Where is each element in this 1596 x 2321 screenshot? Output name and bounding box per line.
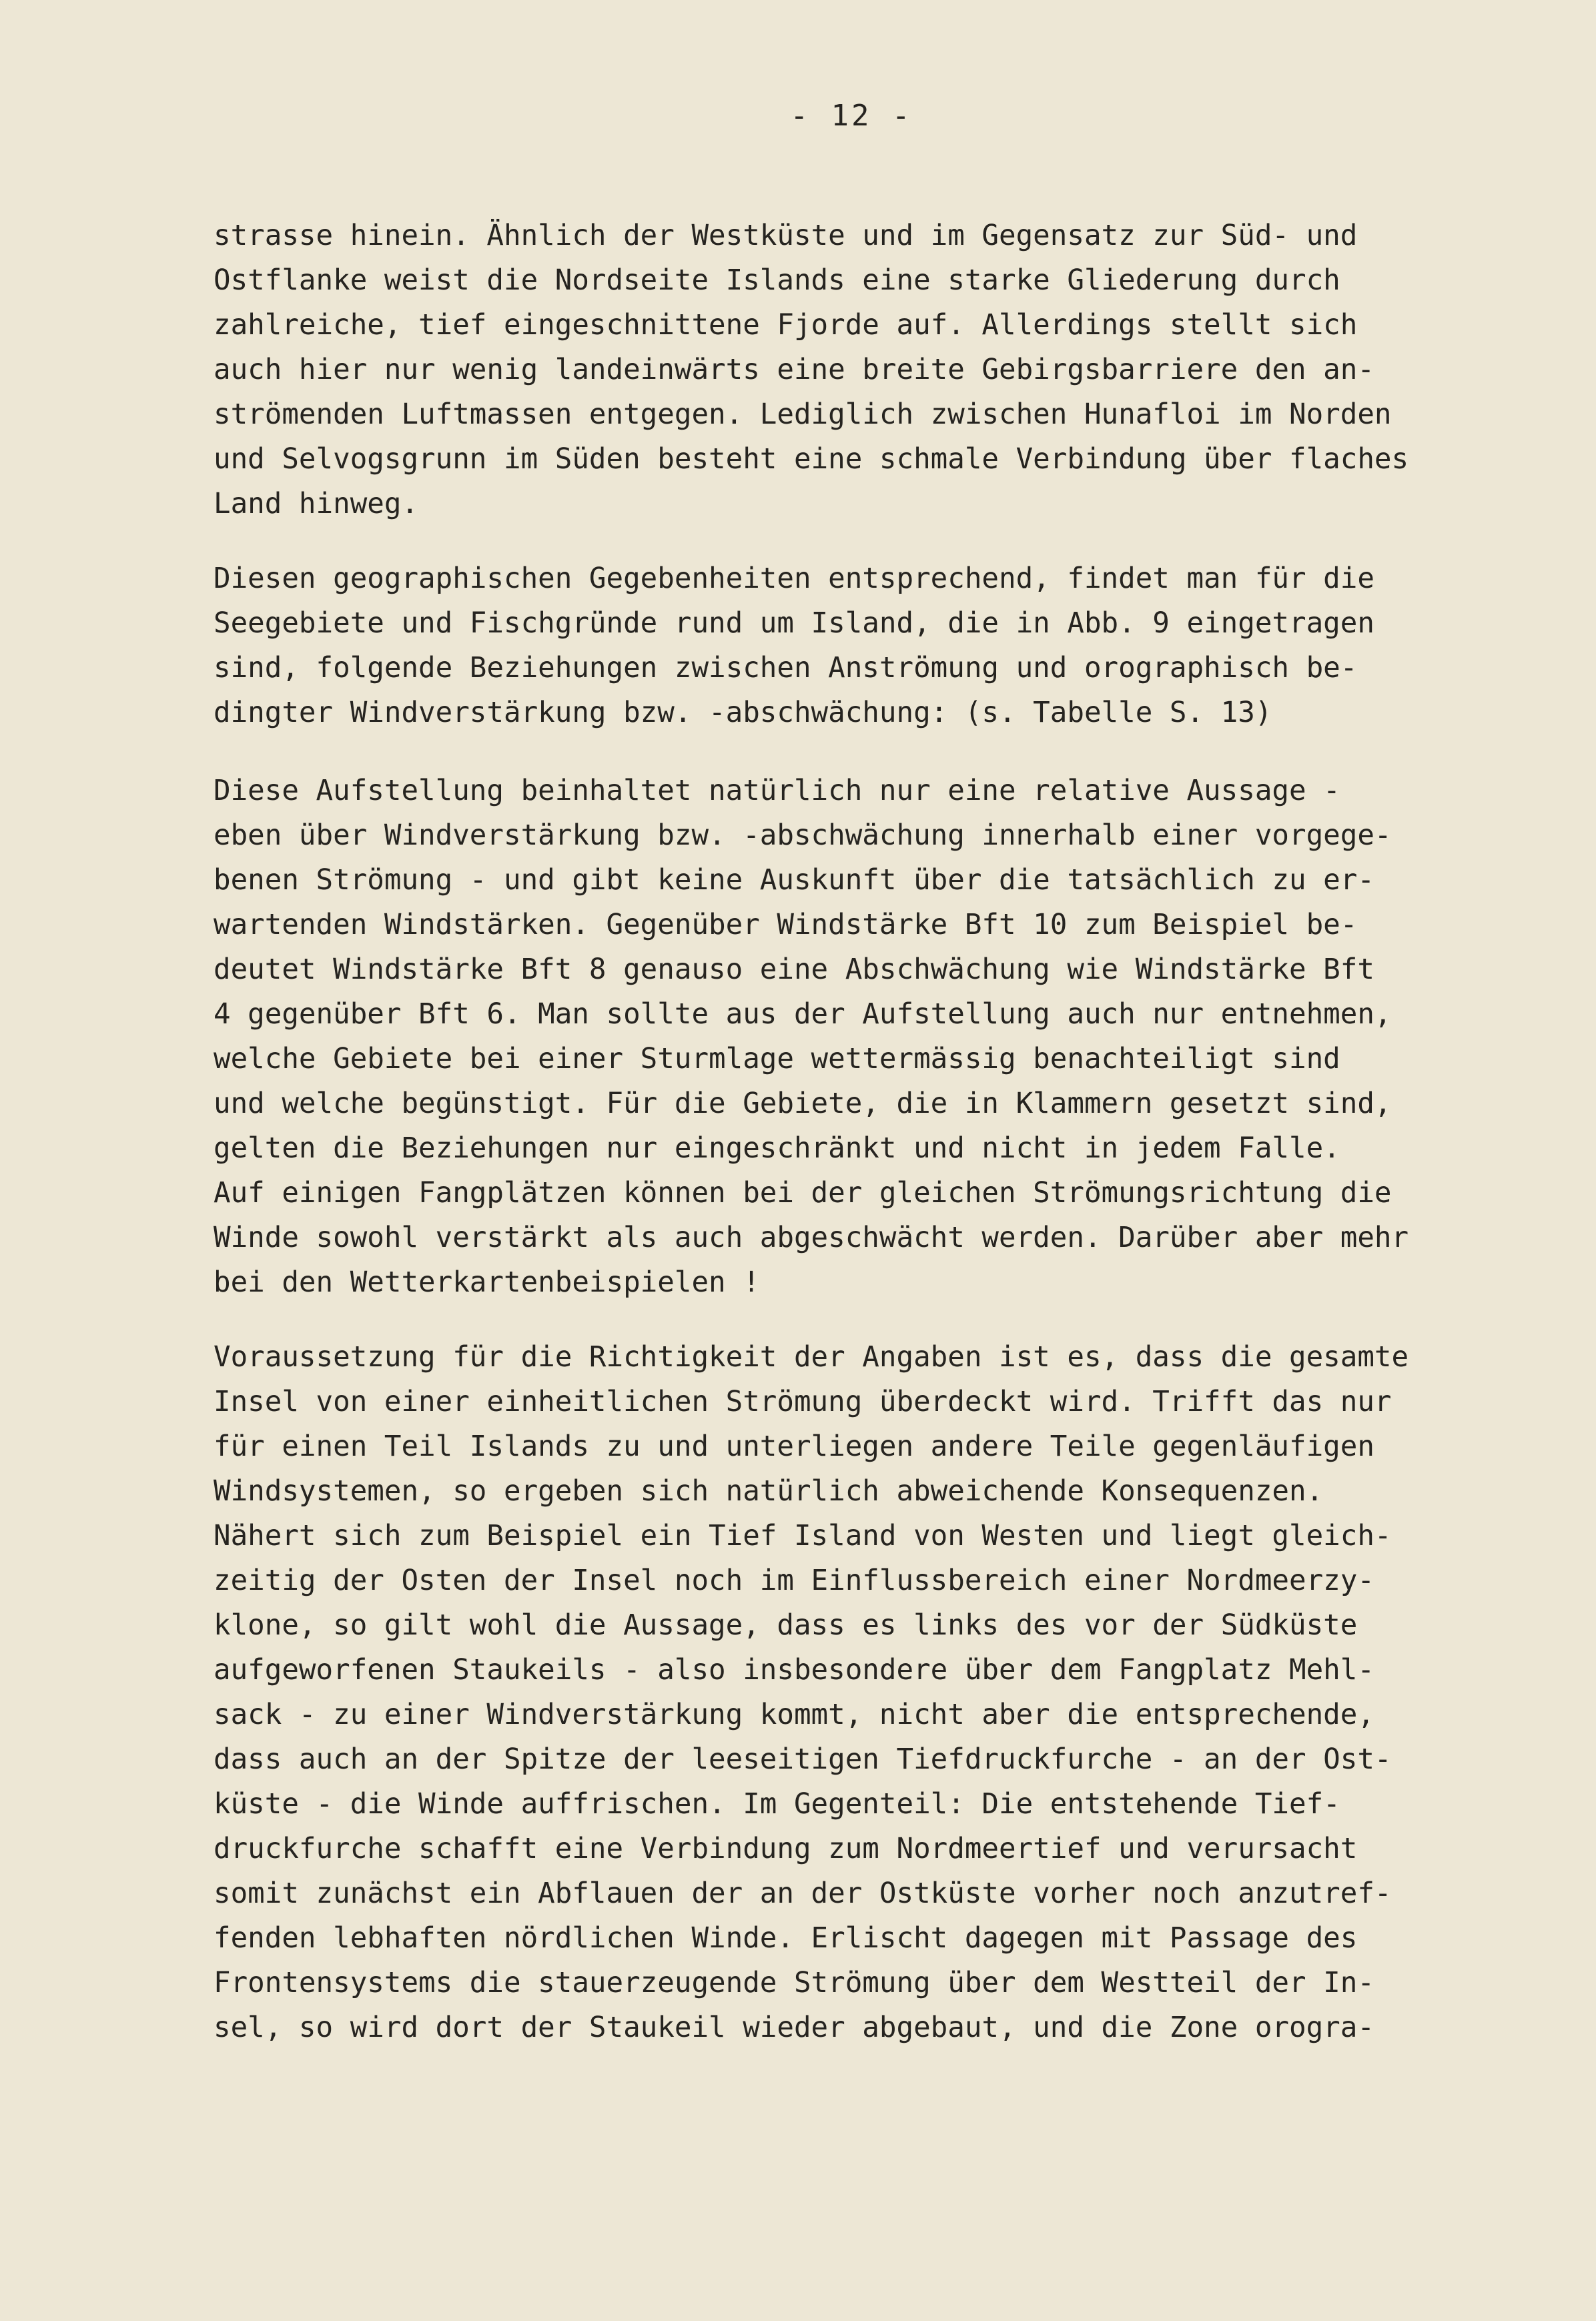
text-line: auch hier nur wenig landeinwärts eine breite Gebirgsbarriere den an- [214, 354, 1374, 386]
text-line: welche Gebiete bei einer Sturmlage wettermässig benachteiligt sind [214, 1043, 1340, 1075]
text-line: fenden lebhaften nördlichen Winde. Erlischt dagegen mit Passage des [214, 1922, 1358, 1955]
text-line: Frontensystems die stauerzeugende Strömung über dem Westteil der In- [214, 1967, 1374, 1999]
text-line: dingter Windverstärkung bzw. -abschwächung: (s. Tabelle S. 13) [214, 697, 1272, 729]
text-line: Auf einigen Fangplätzen können bei der gleichen Strömungsrichtung die [214, 1177, 1392, 1210]
text-line: sind, folgende Beziehungen zwischen Anströmung und orographisch be- [214, 652, 1358, 684]
text-line: strasse hinein. Ähnlich der Westküste und im Gegensatz zur Süd- und [214, 219, 1358, 252]
text-line: Winde sowohl verstärkt als auch abgeschwächt werden. Darüber aber mehr [214, 1222, 1409, 1254]
text-line: Voraussetzung für die Richtigkeit der Angaben ist es, dass die gesamte [214, 1341, 1409, 1374]
text-line: deutet Windstärke Bft 8 genauso eine Abschwächung wie Windstärke Bft [214, 953, 1374, 986]
text-line: wartenden Windstärken. Gegenüber Windstärke Bft 10 zum Beispiel be- [214, 909, 1358, 941]
text-line: klone, so gilt wohl die Aussage, dass es links des vor der Südküste [214, 1609, 1358, 1642]
text-line: Land hinweg. [214, 488, 419, 520]
text-line: Diese Aufstellung beinhaltet natürlich nur eine relative Aussage - [214, 775, 1340, 807]
text-line: dass auch an der Spitze der leeseitigen Tiefdruckfurche - an der Ost- [214, 1743, 1392, 1776]
text-line: benen Strömung - und gibt keine Auskunft über die tatsächlich zu er- [214, 864, 1374, 897]
text-line: Nähert sich zum Beispiel ein Tief Island von Westen und liegt gleich- [214, 1520, 1392, 1552]
text-line: druckfurche schafft eine Verbindung zum Nordmeertief und verursacht [214, 1833, 1358, 1865]
text-line: strömenden Luftmassen entgegen. Lediglich zwischen Hunafloi im Norden [214, 398, 1392, 431]
text-line: Ostflanke weist die Nordseite Islands eine starke Gliederung durch [214, 264, 1340, 297]
text-line: sel, so wird dort der Staukeil wieder abgebaut, und die Zone orogra- [214, 2011, 1374, 2044]
text-line: eben über Windverstärkung bzw. -abschwächung innerhalb einer vorgege- [214, 819, 1392, 852]
text-line: aufgeworfenen Staukeils - also insbesondere über dem Fangplatz Mehl- [214, 1654, 1374, 1687]
text-line: gelten die Beziehungen nur eingeschränkt und nicht in jedem Falle. [214, 1132, 1340, 1165]
text-line: Diesen geographischen Gegebenheiten entsprechend, findet man für die [214, 562, 1374, 595]
text-line: bei den Wetterkartenbeispielen ! [214, 1266, 760, 1299]
text-line: somit zunächst ein Abflauen der an der Ostküste vorher noch anzutref- [214, 1877, 1392, 1910]
text-line: zahlreiche, tief eingeschnittene Fjorde auf. Allerdings stellt sich [214, 309, 1358, 342]
text-line: für einen Teil Islands zu und unterliegen andere Teile gegenläufigen [214, 1430, 1374, 1463]
text-line: Windsystemen, so ergeben sich natürlich abweichende Konsequenzen. [214, 1475, 1324, 1508]
text-line: küste - die Winde auffrischen. Im Gegenteil: Die entstehende Tief- [214, 1788, 1340, 1821]
page-number: - 12 - [790, 99, 913, 133]
text-line: Seegebiete und Fischgründe rund um Island, die in Abb. 9 eingetragen [214, 607, 1374, 640]
text-line: 4 gegenüber Bft 6. Man sollte aus der Aufstellung auch nur entnehmen, [214, 998, 1392, 1031]
text-line: zeitig der Osten der Insel noch im Einflussbereich einer Nordmeerzy- [214, 1564, 1374, 1597]
text-line: und welche begünstigt. Für die Gebiete, die in Klammern gesetzt sind, [214, 1087, 1392, 1120]
text-line: und Selvogsgrunn im Süden besteht eine schmale Verbindung über flaches [214, 443, 1409, 476]
text-line: Insel von einer einheitlichen Strömung überdeckt wird. Trifft das nur [214, 1386, 1392, 1418]
text-line: sack - zu einer Windverstärkung kommt, nicht aber die entsprechende, [214, 1699, 1374, 1731]
